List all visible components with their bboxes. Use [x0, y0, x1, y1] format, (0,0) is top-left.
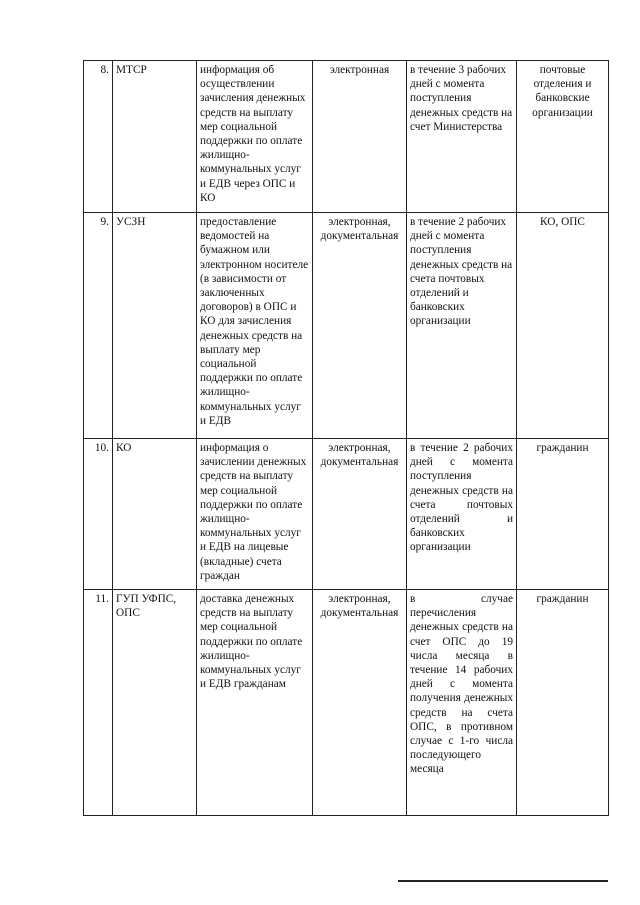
row-information: информация об осуществлении зачисления денежных средств на выплату мер социальной поддержки по оплате жилищно-коммунальных услуг и ЕДВ через ОПС и КО — [197, 61, 313, 213]
table-row — [84, 590, 609, 816]
table-row — [84, 439, 609, 590]
procedure-table — [83, 60, 609, 816]
row-deadline: в течение 2 рабочих дней с момента поступления денежных средств на счета почтовых отделений и банковских организации — [407, 213, 517, 439]
page-bottom-rule — [398, 880, 608, 882]
row-information: информация о зачислении денежных средств на выплату мер социальной поддержки по оплате жилищно-коммунальных услуг и ЕДВ на лицевые (вкладные) счета граждан — [197, 439, 313, 590]
row-information: доставка денежных средств на выплату мер социальной поддержки по оплате жилищно-коммунальных услуг и ЕДВ гражданам — [197, 590, 313, 816]
row-number: 8. — [84, 61, 113, 213]
table-row — [84, 213, 609, 439]
row-recipient: КО, ОПС — [517, 213, 609, 439]
row-deadline: в течение 3 рабочих дней с момента поступления денежных средств на счет Министерства — [407, 61, 517, 213]
row-number: 11. — [84, 590, 113, 816]
table-row — [84, 61, 609, 213]
row-form: электронная, документальная — [313, 213, 407, 439]
row-participant: УСЗН — [113, 213, 197, 439]
row-deadline: в течение 2 рабочих дней с момента поступления денежных средств на счета почтовых отделений и банковских организации — [407, 439, 517, 590]
row-form: электронная — [313, 61, 407, 213]
row-recipient: почтовые отделения и банковские организации — [517, 61, 609, 213]
row-form: электронная, документальная — [313, 590, 407, 816]
row-participant: ГУП УФПС, ОПС — [113, 590, 197, 816]
row-recipient: гражданин — [517, 439, 609, 590]
row-deadline: в случае перечисления денежных средств на счет ОПС до 19 числа месяца в течение 14 рабочих дней с момента получения денежных средств на счета ОПС, в противном случае с 1-го числа последующего месяца — [407, 590, 517, 816]
row-participant: КО — [113, 439, 197, 590]
row-recipient: гражданин — [517, 590, 609, 816]
row-number: 9. — [84, 213, 113, 439]
row-number: 10. — [84, 439, 113, 590]
row-form: электронная, документальная — [313, 439, 407, 590]
row-information: предоставление ведомостей на бумажном или электронном носителе (в зависимости от заключенных договоров) в ОПС и КО для зачисления денежных средств на выплату мер социальной поддержки по оплате жилищно-коммунальных услуг и ЕДВ — [197, 213, 313, 439]
row-participant: МТСР — [113, 61, 197, 213]
